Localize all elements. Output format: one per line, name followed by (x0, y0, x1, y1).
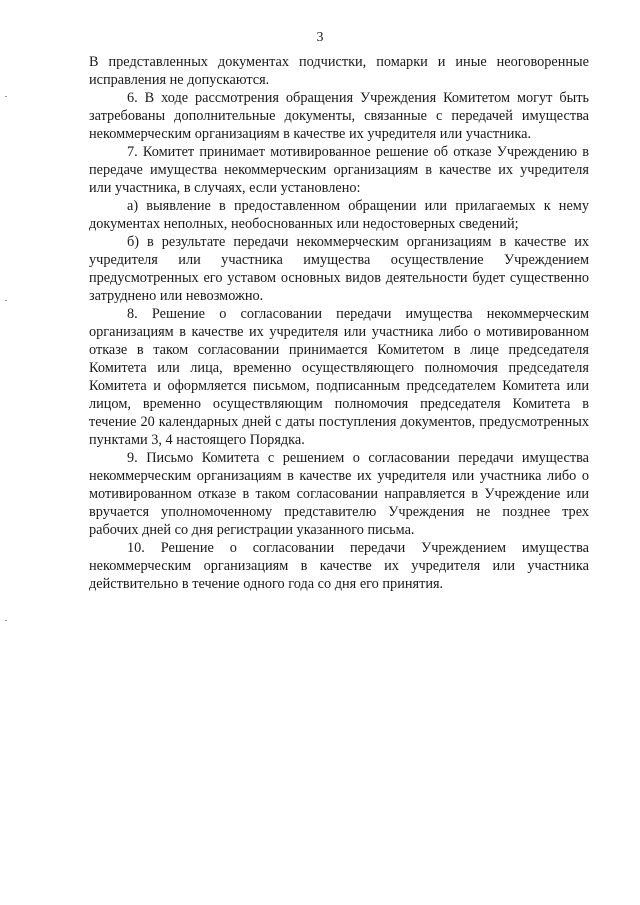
paragraph-7b: б) в результате передачи некоммерческим организациям в качестве их учредителя или участника имущества осуществление Учреждением предусмотренных его уставом основных видов деятельности будет существенно затруднено или невозможно. (89, 234, 589, 304)
scan-mark (5, 300, 7, 301)
paragraph-9: 9. Письмо Комитета с решением о согласовании передачи имущества некоммерческим организациям в качестве их учредителя или участника либо о мотивированном отказе в таком согласовании направляется в Учреждение или вручается уполномоченному представителю Учреждения не позднее трех рабочих дней со дня регистрации указанного письма. (89, 450, 589, 538)
document-body (89, 53, 589, 593)
paragraph-6: 6. В ходе рассмотрения обращения Учреждения Комитетом могут быть затребованы дополнительные документы, связанные с передачей имущества некоммерческим организациям в качестве их учредителя или участника. (89, 90, 589, 142)
paragraph-10: 10. Решение о согласовании передачи Учреждением имущества некоммерческим организациям в качестве их учредителя или участника действительно в течение одного года со дня его принятия. (89, 540, 589, 592)
paragraph-continuation: В представленных документах подчистки, помарки и иные неоговоренные исправления не допускаются. (89, 54, 589, 88)
paragraph-8: 8. Решение о согласовании передачи имущества некоммерческим организациям в качестве их учредителя или участника либо о мотивированном отказе в таком согласовании принимается Комитетом в лице председателя Комитета или лица, временно осуществляющего полномочия председателя Комитета и оформляется письмом, подписанным председателем Комитета или лицом, временно осуществляющим полномочия председателя Комитета в течение 20 календарных дней с даты поступления документов, предусмотренных пунктами 3, 4 настоящего Порядка. (89, 306, 589, 448)
page-number: 3 (316, 30, 324, 45)
scan-mark (5, 620, 7, 621)
paragraph-7: 7. Комитет принимает мотивированное решение об отказе Учреждению в передаче имущества некоммерческим организациям в качестве их учредителя или участника, в случаях, если установлено: (89, 144, 589, 196)
scan-mark (5, 96, 7, 97)
paragraph-7a: а) выявление в предоставленном обращении или прилагаемых к нему документах неполных, необоснованных или недостоверных сведений; (89, 198, 589, 232)
